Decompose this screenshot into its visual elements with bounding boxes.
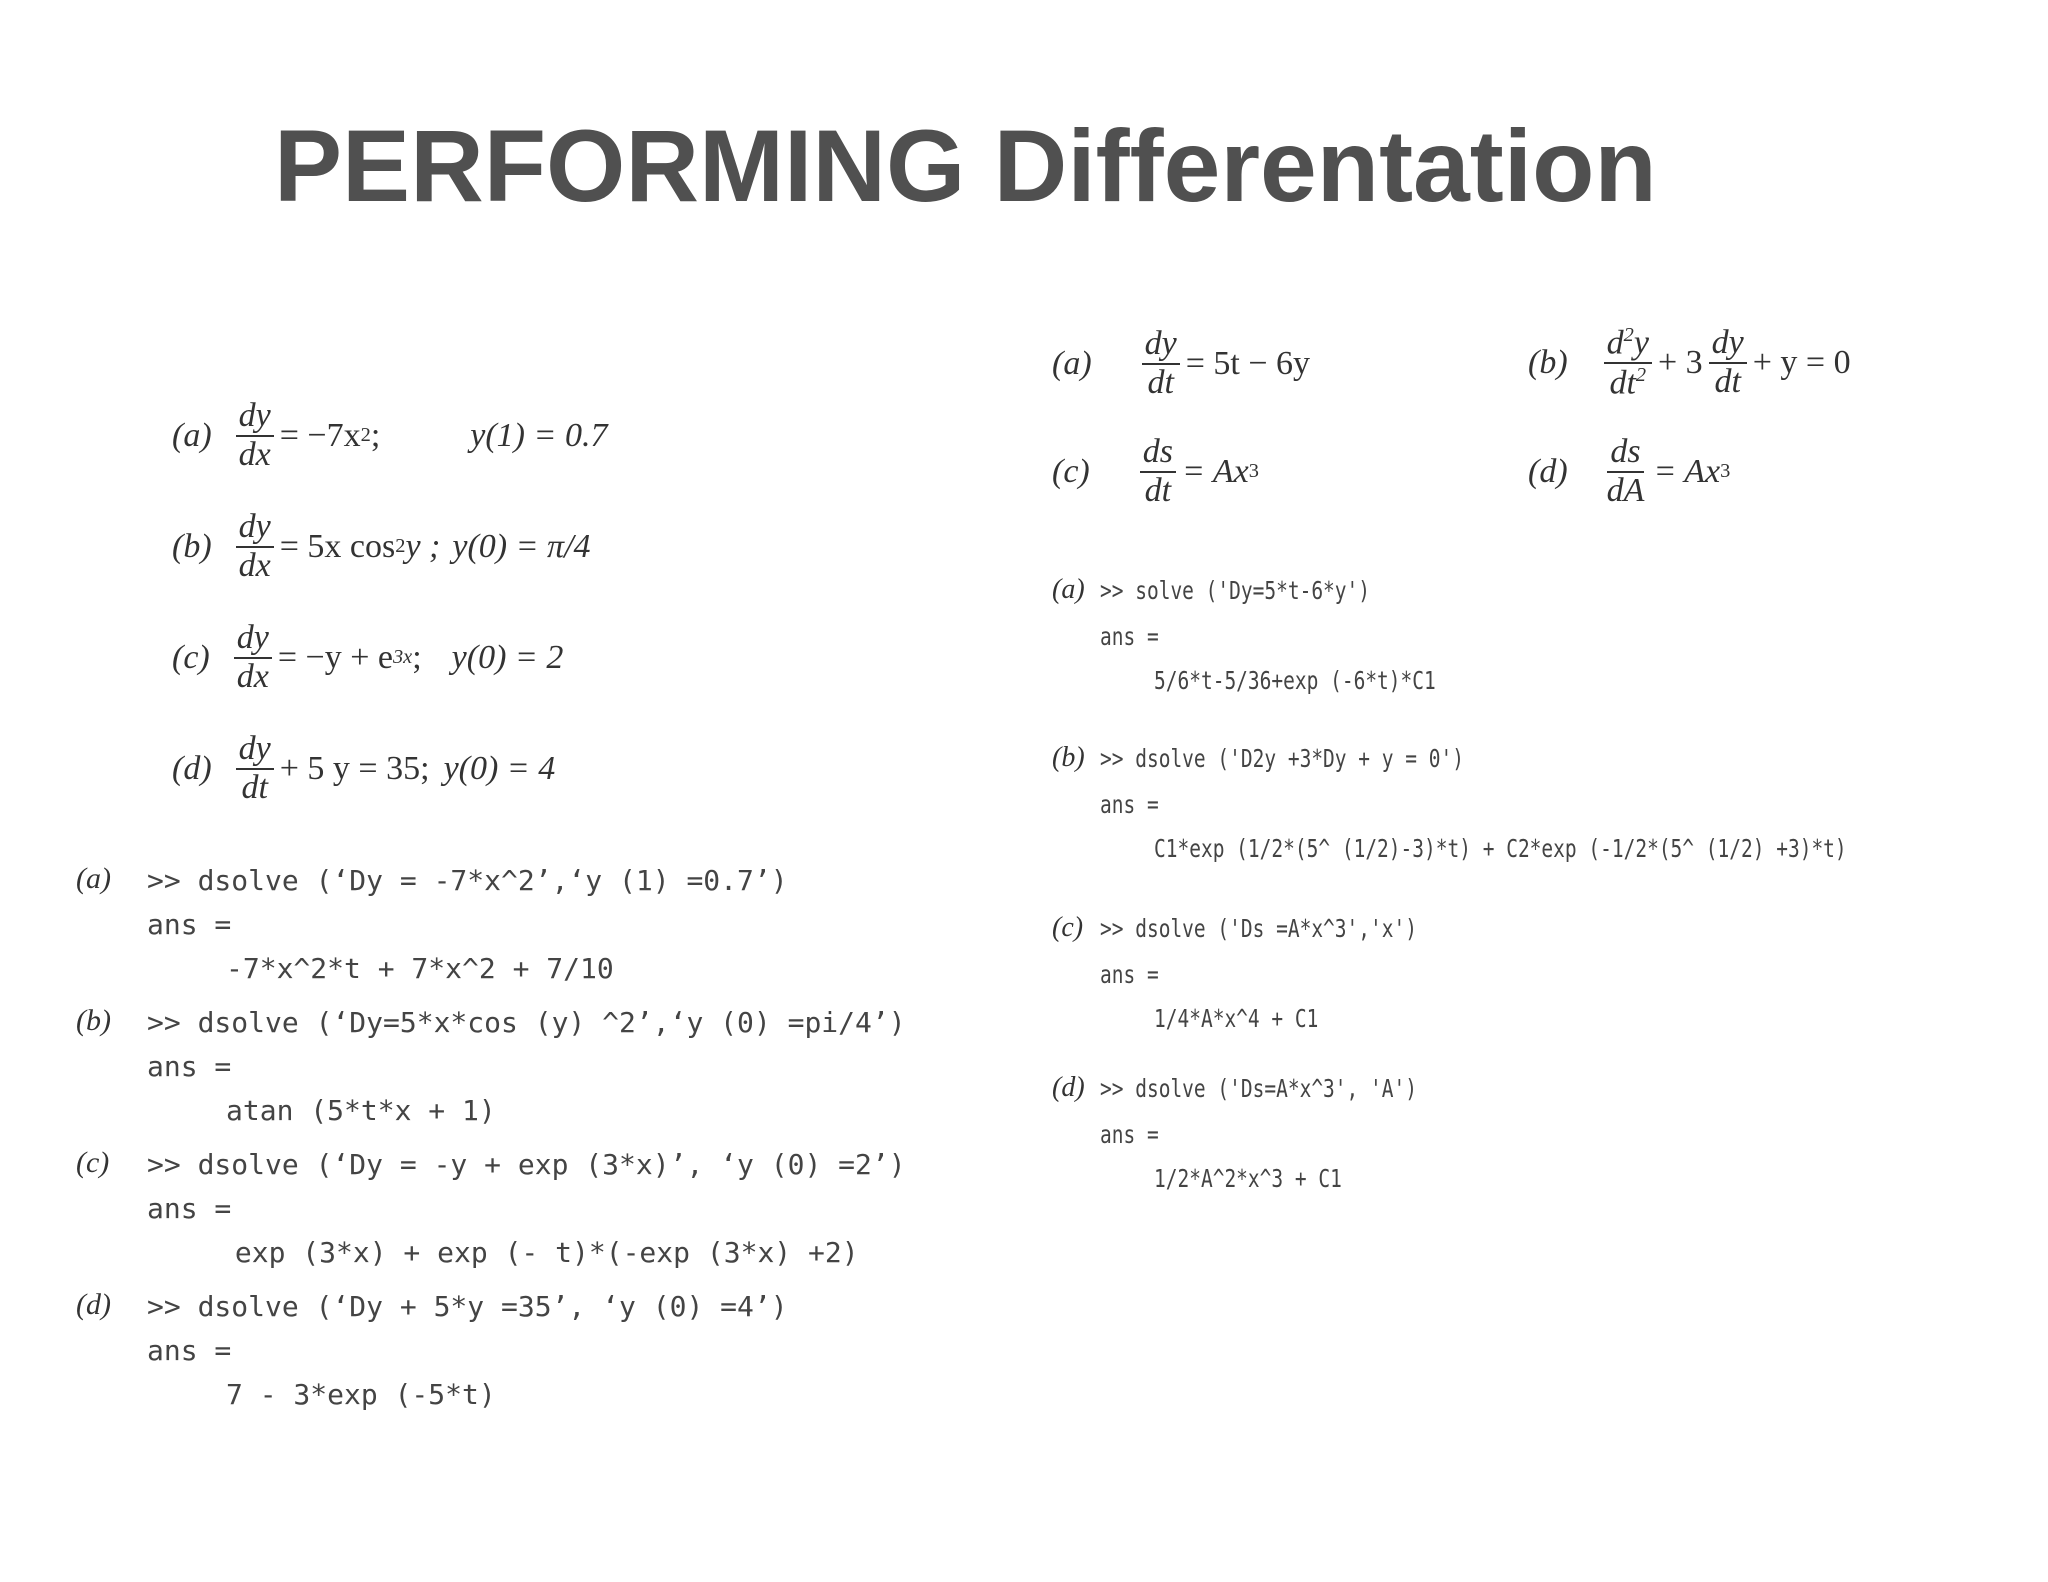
derivative-fraction: $\frac{ds}{dA}$ (1606, 433, 1645, 509)
exponent: 2 (360, 424, 371, 447)
ans-label: ans = (147, 1334, 232, 1367)
derivative-fraction: $\frac{dy}{dt}$ (1709, 325, 1747, 400)
matlab-command: >> solve ('Dy=5*t-6*y') (1100, 576, 1371, 605)
matlab-command: >> dsolve (‘Dy = -y + exp (3*x)’, ‘y (0) =2’) (147, 1148, 906, 1181)
solution-label: (b) (1052, 742, 1085, 773)
solution-label: (c) (1052, 912, 1084, 943)
solution-label: (a) (1052, 574, 1085, 605)
initial-condition: y(1) = 0.7 (470, 416, 608, 454)
derivative-fraction: $\frac{dy}{dx}$ (236, 398, 274, 473)
equation-rhs: = 5t − 6y (1185, 344, 1311, 382)
problem-label: (c) (1052, 452, 1090, 490)
matlab-command: >> dsolve (‘Dy = -7*x^2’,‘y (1) =0.7’) (147, 864, 788, 897)
initial-condition: y(0) = π/4 (452, 527, 591, 565)
solution-label: (d) (76, 1288, 111, 1321)
ans-label: ans = (1100, 622, 1159, 651)
exponent: 3 (1720, 460, 1731, 483)
matlab-command: >> dsolve ('Ds=A*x^3', 'A') (1100, 1074, 1417, 1103)
derivative-fraction: $\frac{ds}{dt}$ (1140, 434, 1176, 509)
matlab-result: 1/2*A^2*x^3 + C1 (1154, 1164, 1342, 1193)
right-problem-a (1052, 326, 1310, 401)
left-problem-a (172, 398, 607, 473)
exponent: 3x (392, 646, 413, 669)
problem-label: (b) (1528, 344, 1568, 382)
problem-label: (a) (172, 416, 212, 454)
exponent: 3 (1248, 460, 1259, 483)
matlab-command: >> dsolve ('Ds =A*x^3','x') (1100, 914, 1417, 943)
ans-label: ans = (147, 1192, 232, 1225)
equation-rhs: = Ax (1653, 452, 1721, 490)
ans-label: ans = (1100, 1120, 1159, 1149)
derivative-fraction: $\frac{dy}{dx}$ (236, 509, 274, 584)
problem-label: (d) (172, 749, 212, 787)
equation-rhs-tail: ; (370, 416, 381, 454)
derivative-fraction: $\frac{dy}{dx}$ (234, 620, 272, 695)
matlab-result: -7*x^2*t + 7*x^2 + 7/10 (226, 952, 614, 985)
ans-label: ans = (1100, 790, 1159, 819)
derivative-fraction: $\frac{dy}{dt}$ (236, 731, 274, 806)
matlab-result: exp (3*x) + exp (- t)*(-exp (3*x) +2) (218, 1236, 859, 1269)
left-problem-d (172, 731, 555, 806)
matlab-command: >> dsolve (‘Dy=5*x*cos (y) ^2’,‘y (0) =pi/4’) (147, 1006, 906, 1039)
right-problem-c (1052, 434, 1259, 509)
matlab-result: 5/6*t-5/36+exp (-6*t)*C1 (1154, 666, 1436, 695)
ans-label: ans = (147, 908, 232, 941)
matlab-result: atan (5*t*x + 1) (226, 1094, 496, 1127)
equation-mid: + 3 (1657, 344, 1703, 382)
solution-label: (a) (76, 862, 111, 895)
left-problem-c (172, 620, 563, 695)
derivative-fraction: $\frac{dy}{dt}$ (1142, 326, 1180, 401)
problem-label: (d) (1528, 452, 1568, 490)
matlab-result: 7 - 3*exp (-5*t) (226, 1378, 496, 1411)
slide-title: PERFORMING Differentation (274, 109, 1657, 223)
matlab-result: 1/4*A*x^4 + C1 (1154, 1004, 1319, 1033)
equation-rhs-tail: ; (420, 749, 430, 787)
equation-rhs: + y = 0 (1752, 344, 1851, 382)
solution-label: (c) (76, 1146, 110, 1179)
equation-rhs: + 5 y = 35 (279, 749, 421, 787)
equation-rhs: = −7x (279, 416, 361, 454)
solution-label: (d) (1052, 1072, 1085, 1103)
solution-label: (b) (76, 1004, 111, 1037)
problem-label: (a) (1052, 344, 1092, 382)
problem-label: (b) (172, 527, 212, 565)
left-problem-b (172, 509, 591, 584)
equation-rhs: = −y + e (277, 638, 393, 676)
equation-rhs-tail: ; (412, 638, 422, 676)
equation-rhs: = Ax (1181, 452, 1249, 490)
equation-rhs-tail: y ; (405, 527, 441, 565)
matlab-command: >> dsolve (‘Dy + 5*y =35’, ‘y (0) =4’) (147, 1290, 788, 1323)
second-derivative-fraction: $\frac{d^2y}{dt^2}$ (1604, 324, 1652, 402)
matlab-result: C1*exp (1/2*(5^ (1/2)-3)*t) + C2*exp (-1/2*(5^ (1/2) +3)*t) (1154, 834, 1847, 863)
right-problem-b (1528, 324, 1851, 402)
matlab-command: >> dsolve ('D2y +3*Dy + y = 0') (1100, 744, 1464, 773)
exponent: 2 (395, 535, 406, 558)
equation-rhs: = 5x cos (279, 527, 396, 565)
initial-condition: y(0) = 4 (443, 749, 556, 787)
ans-label: ans = (1100, 960, 1159, 989)
initial-condition: y(0) = 2 (451, 638, 564, 676)
right-problem-d (1528, 434, 1730, 509)
problem-label: (c) (172, 638, 210, 676)
ans-label: ans = (147, 1050, 232, 1083)
